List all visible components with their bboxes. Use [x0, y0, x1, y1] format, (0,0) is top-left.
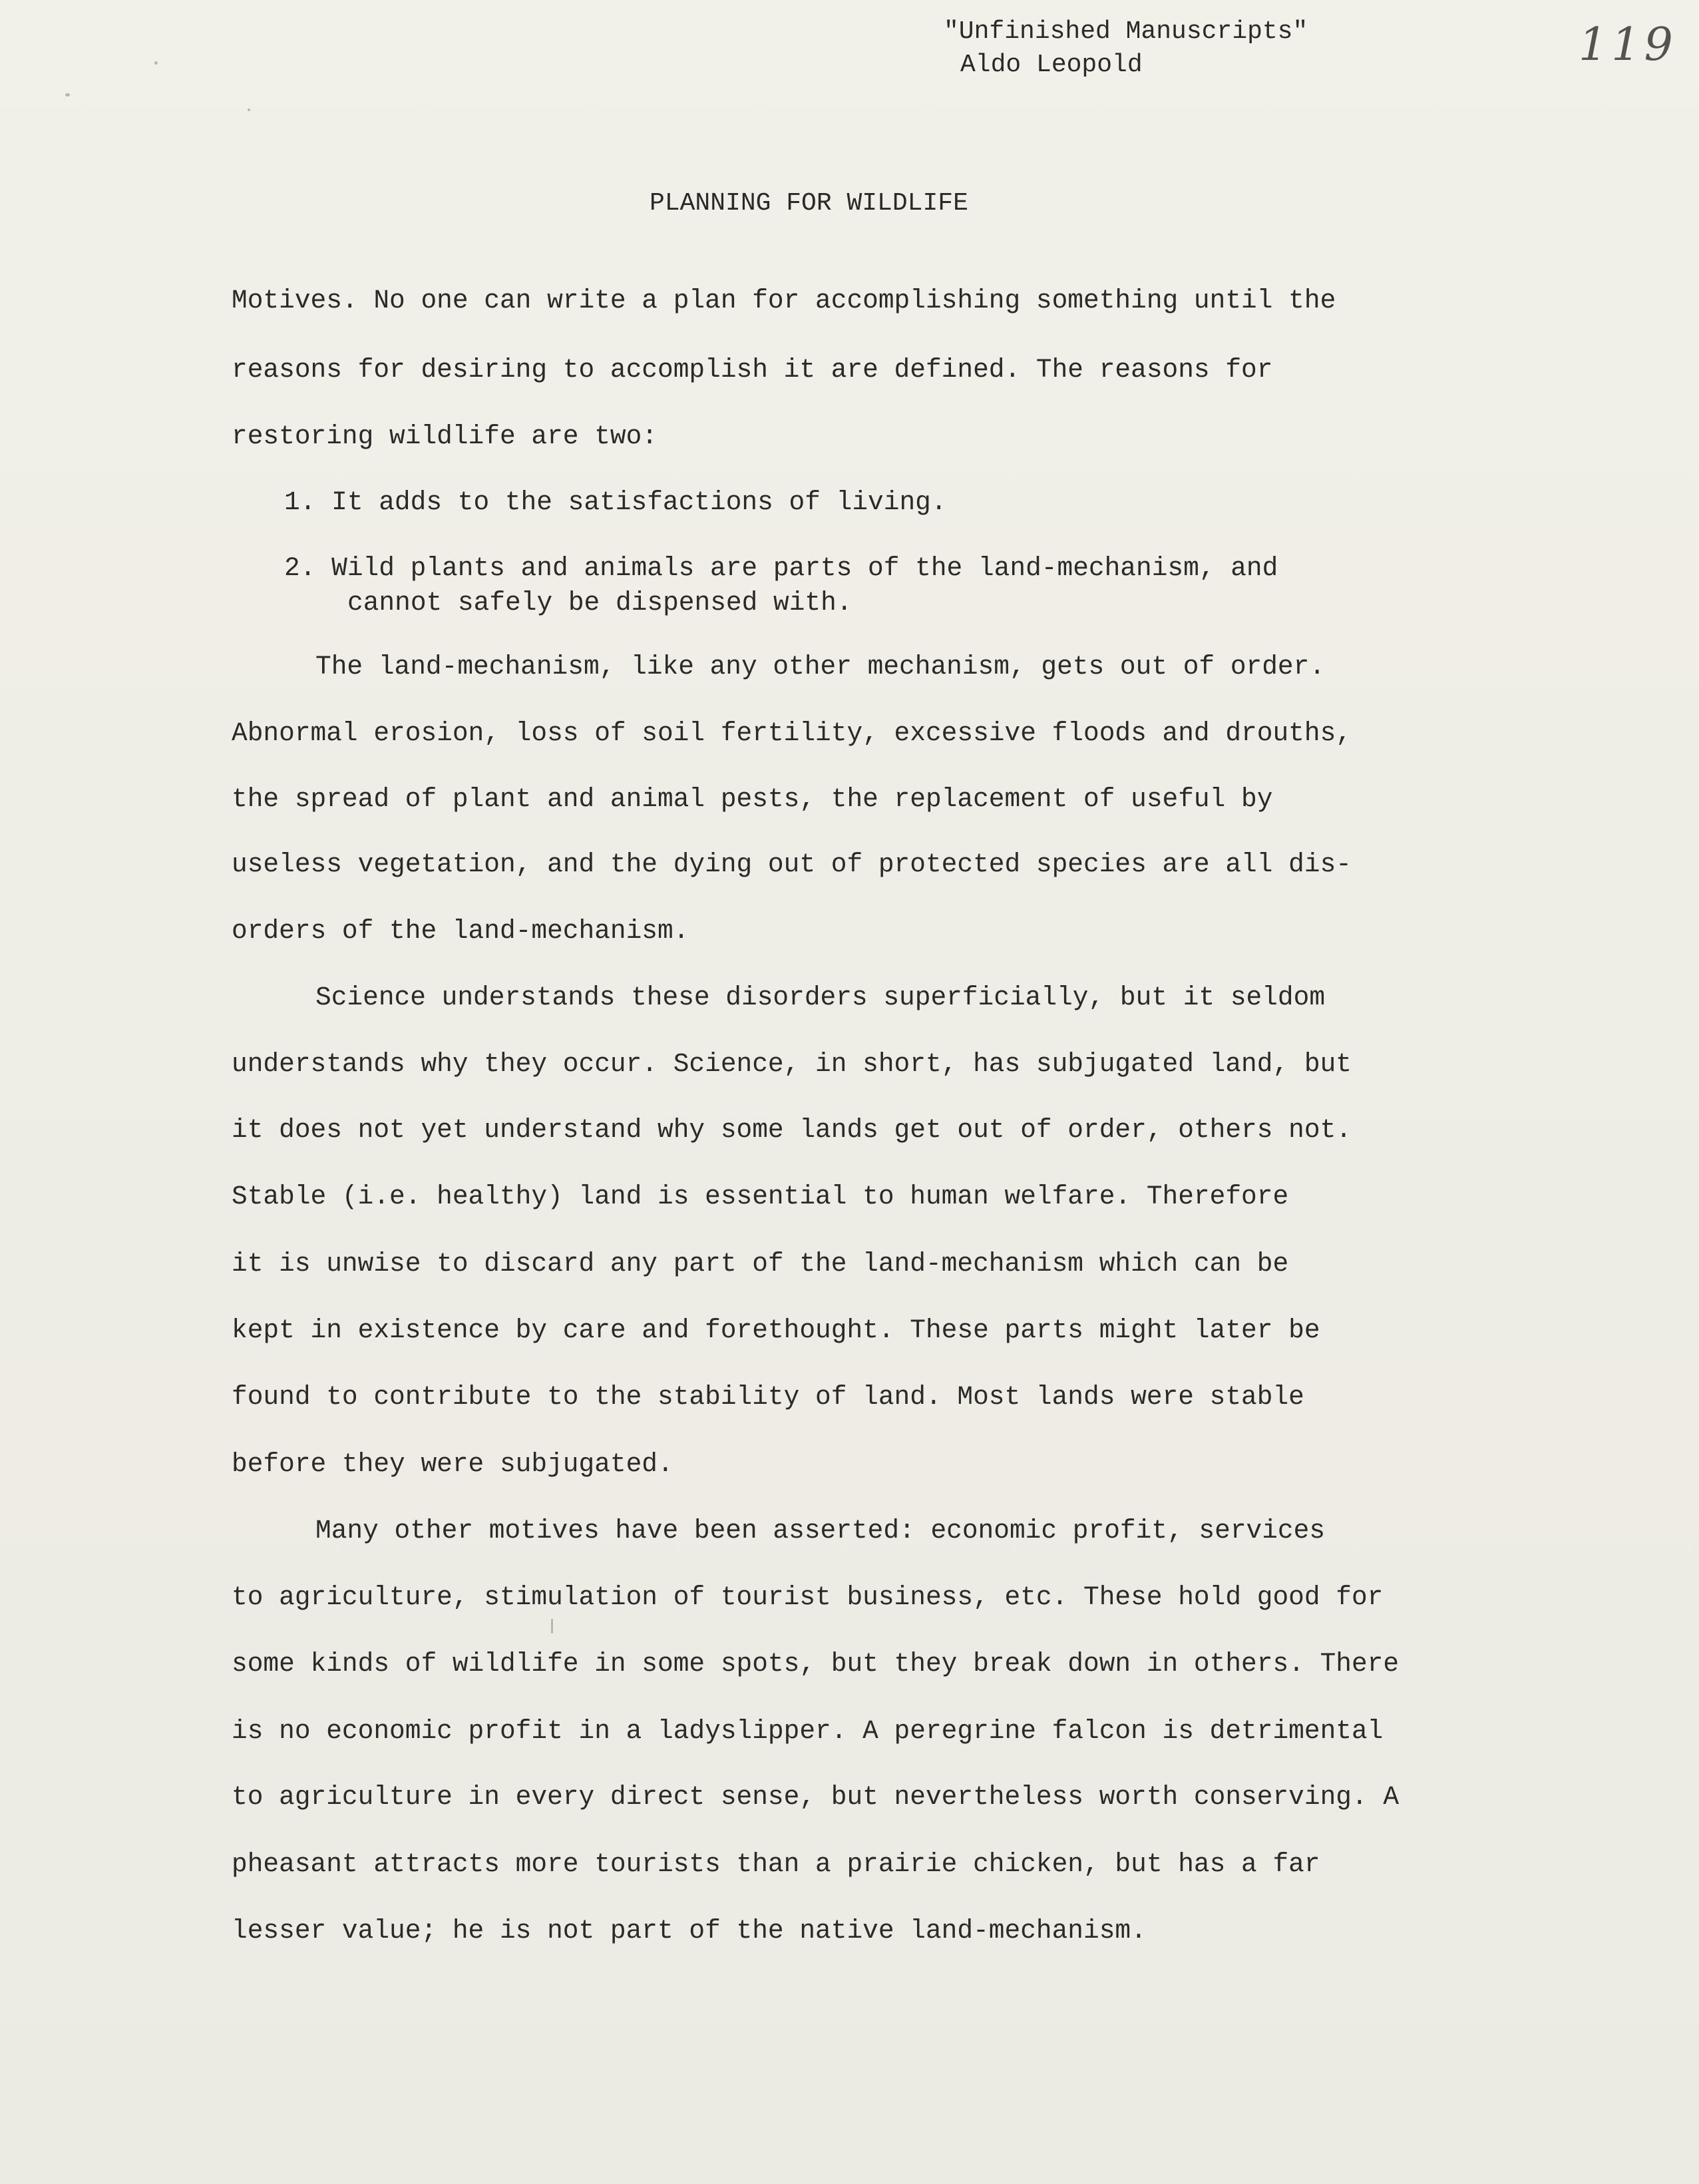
paper-mark — [65, 93, 70, 97]
author-name: Aldo Leopold — [960, 51, 1143, 79]
body-line: Stable (i.e. healthy) land is essential to human welfare. Therefore — [232, 1182, 1289, 1211]
list-item-2-continued: cannot safely be dispensed with. — [347, 588, 852, 618]
body-line: useless vegetation, and the dying out of protected species are all dis- — [232, 849, 1352, 879]
body-line: restoring wildlife are two: — [232, 421, 658, 451]
collection-title: "Unfinished Manuscripts" — [944, 17, 1308, 46]
body-line: lesser value; he is not part of the native land-mechanism. — [232, 1916, 1147, 1946]
handwritten-page-number: 119 — [1579, 19, 1677, 71]
body-line: to agriculture, stimulation of tourist business, etc. These hold good for — [232, 1582, 1384, 1612]
paragraph-start: The land-mechanism, like any other mechanism, gets out of order. — [315, 652, 1326, 682]
body-line: some kinds of wildlife in some spots, but they break down in others. There — [232, 1649, 1400, 1679]
paper-mark — [248, 109, 250, 111]
paper-mark — [551, 1619, 553, 1634]
list-item-2: 2. Wild plants and animals are parts of the land-mechanism, and — [284, 553, 1278, 583]
body-line: is no economic profit in a ladyslipper. A peregrine falcon is detrimental — [232, 1716, 1384, 1746]
body-line: found to contribute to the stability of land. Most lands were stable — [232, 1382, 1304, 1412]
body-line: it is unwise to discard any part of the land-mechanism which can be — [232, 1249, 1289, 1279]
document-title: PLANNING FOR WILDLIFE — [650, 189, 968, 218]
body-line: orders of the land-mechanism. — [232, 916, 689, 946]
paper-mark — [154, 61, 158, 65]
paragraph-start: Science understands these disorders superficially, but it seldom — [315, 983, 1326, 1012]
body-line: before they were subjugated. — [232, 1449, 673, 1479]
body-line: reasons for desiring to accomplish it are defined. The reasons for — [232, 355, 1273, 385]
paragraph-start: Many other motives have been asserted: economic profit, services — [315, 1516, 1326, 1546]
body-line: pheasant attracts more tourists than a prairie chicken, but has a far — [232, 1849, 1320, 1879]
body-line: the spread of plant and animal pests, the replacement of useful by — [232, 784, 1273, 814]
body-line: to agriculture in every direct sense, but nevertheless worth conserving. A — [232, 1782, 1400, 1812]
body-line: kept in existence by care and forethought. These parts might later be — [232, 1315, 1320, 1345]
body-line: it does not yet understand why some lands get out of order, others not. — [232, 1115, 1352, 1145]
list-item-1: 1. It adds to the satisfactions of living. — [284, 487, 947, 517]
body-line: understands why they occur. Science, in short, has subjugated land, but — [232, 1049, 1352, 1079]
body-line: Abnormal erosion, loss of soil fertility, excessive floods and drouths, — [232, 718, 1352, 748]
body-line: Motives. No one can write a plan for accomplishing something until the — [232, 286, 1336, 316]
